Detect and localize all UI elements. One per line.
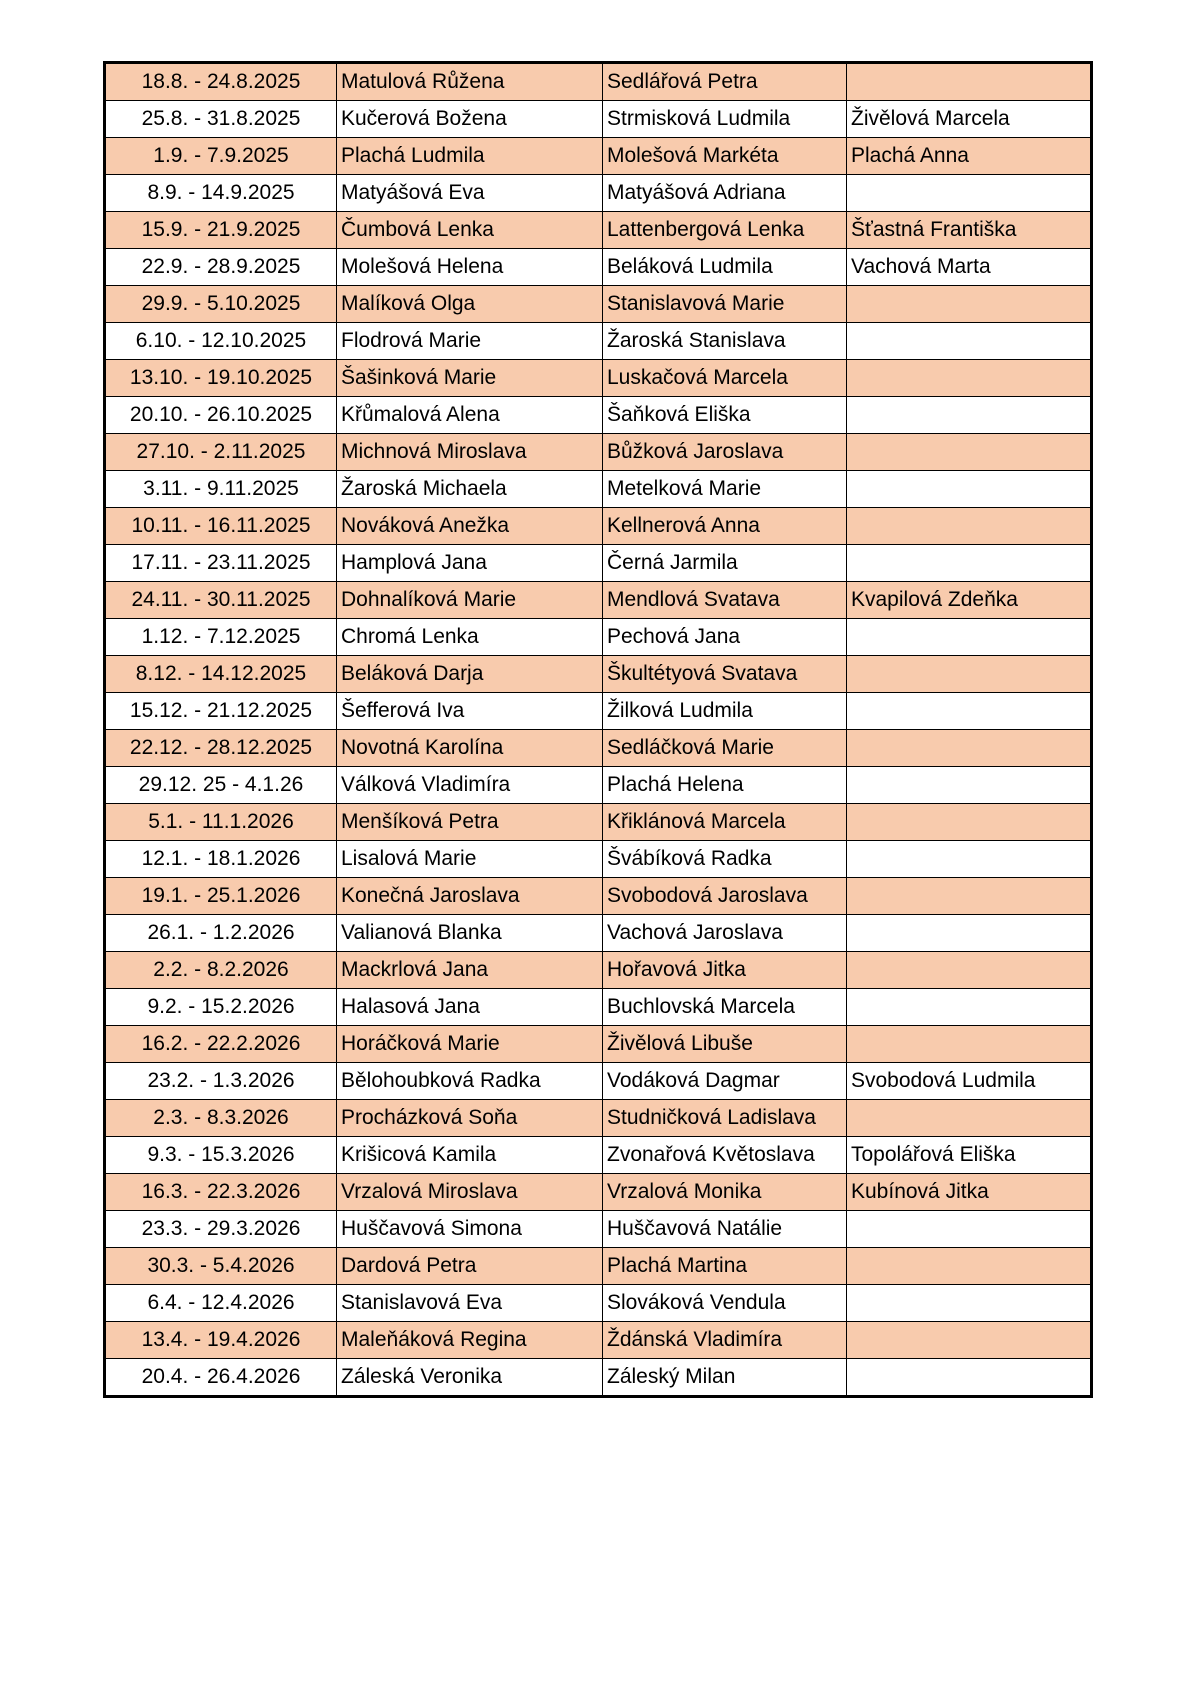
name-cell-2: Žilková Ludmila bbox=[603, 693, 847, 730]
name-cell-3: Šťastná Františka bbox=[847, 212, 1092, 249]
name-cell-3: Svobodová Ludmila bbox=[847, 1063, 1092, 1100]
name-cell-2: Černá Jarmila bbox=[603, 545, 847, 582]
date-cell: 15.9. - 21.9.2025 bbox=[105, 212, 337, 249]
name-cell-1: Žaroská Michaela bbox=[337, 471, 603, 508]
name-cell-1: Plachá Ludmila bbox=[337, 138, 603, 175]
name-cell-3 bbox=[847, 397, 1092, 434]
name-cell-3 bbox=[847, 286, 1092, 323]
name-cell-2: Stanislavová Marie bbox=[603, 286, 847, 323]
name-cell-1: Bělohoubková Radka bbox=[337, 1063, 603, 1100]
name-cell-3 bbox=[847, 434, 1092, 471]
name-cell-1: Kučerová Božena bbox=[337, 101, 603, 138]
name-cell-2: Beláková Ludmila bbox=[603, 249, 847, 286]
name-cell-2: Buchlovská Marcela bbox=[603, 989, 847, 1026]
name-cell-1: Halasová Jana bbox=[337, 989, 603, 1026]
table-row bbox=[105, 212, 1092, 249]
table-row bbox=[105, 952, 1092, 989]
name-cell-2: Strmisková Ludmila bbox=[603, 101, 847, 138]
name-cell-2: Křiklánová Marcela bbox=[603, 804, 847, 841]
date-cell: 22.12. - 28.12.2025 bbox=[105, 730, 337, 767]
table-row bbox=[105, 1359, 1092, 1397]
name-cell-3 bbox=[847, 878, 1092, 915]
table-row bbox=[105, 767, 1092, 804]
date-cell: 20.10. - 26.10.2025 bbox=[105, 397, 337, 434]
date-cell: 24.11. - 30.11.2025 bbox=[105, 582, 337, 619]
date-cell: 6.4. - 12.4.2026 bbox=[105, 1285, 337, 1322]
table-row bbox=[105, 471, 1092, 508]
name-cell-2: Svobodová Jaroslava bbox=[603, 878, 847, 915]
name-cell-1: Huščavová Simona bbox=[337, 1211, 603, 1248]
name-cell-2: Slováková Vendula bbox=[603, 1285, 847, 1322]
date-cell: 19.1. - 25.1.2026 bbox=[105, 878, 337, 915]
name-cell-2: Ždánská Vladimíra bbox=[603, 1322, 847, 1359]
name-cell-2: Záleský Milan bbox=[603, 1359, 847, 1397]
date-cell: 22.9. - 28.9.2025 bbox=[105, 249, 337, 286]
table-row bbox=[105, 1063, 1092, 1100]
name-cell-2: Pechová Jana bbox=[603, 619, 847, 656]
table-row bbox=[105, 434, 1092, 471]
name-cell-1: Vrzalová Miroslava bbox=[337, 1174, 603, 1211]
name-cell-2: Hořavová Jitka bbox=[603, 952, 847, 989]
name-cell-2: Luskačová Marcela bbox=[603, 360, 847, 397]
name-cell-3 bbox=[847, 1211, 1092, 1248]
name-cell-1: Flodrová Marie bbox=[337, 323, 603, 360]
name-cell-1: Mackrlová Jana bbox=[337, 952, 603, 989]
name-cell-2: Metelková Marie bbox=[603, 471, 847, 508]
name-cell-1: Konečná Jaroslava bbox=[337, 878, 603, 915]
date-cell: 29.9. - 5.10.2025 bbox=[105, 286, 337, 323]
name-cell-2: Živělová Libuše bbox=[603, 1026, 847, 1063]
name-cell-3 bbox=[847, 989, 1092, 1026]
name-cell-2: Matyášová Adriana bbox=[603, 175, 847, 212]
table-row bbox=[105, 1026, 1092, 1063]
name-cell-3 bbox=[847, 323, 1092, 360]
name-cell-3 bbox=[847, 1322, 1092, 1359]
name-cell-3 bbox=[847, 656, 1092, 693]
table-row bbox=[105, 582, 1092, 619]
name-cell-2: Sedláčková Marie bbox=[603, 730, 847, 767]
date-cell: 23.3. - 29.3.2026 bbox=[105, 1211, 337, 1248]
name-cell-3 bbox=[847, 1100, 1092, 1137]
date-cell: 15.12. - 21.12.2025 bbox=[105, 693, 337, 730]
name-cell-2: Lattenbergová Lenka bbox=[603, 212, 847, 249]
name-cell-1: Válková Vladimíra bbox=[337, 767, 603, 804]
name-cell-1: Menšíková Petra bbox=[337, 804, 603, 841]
name-cell-3: Plachá Anna bbox=[847, 138, 1092, 175]
date-cell: 17.11. - 23.11.2025 bbox=[105, 545, 337, 582]
table-row bbox=[105, 730, 1092, 767]
table-row bbox=[105, 249, 1092, 286]
name-cell-1: Novotná Karolína bbox=[337, 730, 603, 767]
date-cell: 8.12. - 14.12.2025 bbox=[105, 656, 337, 693]
name-cell-1: Procházková Soňa bbox=[337, 1100, 603, 1137]
table-row bbox=[105, 1248, 1092, 1285]
name-cell-1: Šefferová Iva bbox=[337, 693, 603, 730]
name-cell-1: Křůmalová Alena bbox=[337, 397, 603, 434]
date-cell: 16.2. - 22.2.2026 bbox=[105, 1026, 337, 1063]
name-cell-2: Plachá Martina bbox=[603, 1248, 847, 1285]
date-cell: 6.10. - 12.10.2025 bbox=[105, 323, 337, 360]
name-cell-2: Zvonařová Květoslava bbox=[603, 1137, 847, 1174]
name-cell-1: Horáčková Marie bbox=[337, 1026, 603, 1063]
name-cell-3 bbox=[847, 1285, 1092, 1322]
name-cell-3 bbox=[847, 804, 1092, 841]
name-cell-1: Lisalová Marie bbox=[337, 841, 603, 878]
name-cell-1: Čumbová Lenka bbox=[337, 212, 603, 249]
table-row bbox=[105, 619, 1092, 656]
date-cell: 13.4. - 19.4.2026 bbox=[105, 1322, 337, 1359]
table-row bbox=[105, 1322, 1092, 1359]
table-row bbox=[105, 1100, 1092, 1137]
name-cell-1: Šašinková Marie bbox=[337, 360, 603, 397]
name-cell-3: Živělová Marcela bbox=[847, 101, 1092, 138]
date-cell: 16.3. - 22.3.2026 bbox=[105, 1174, 337, 1211]
table-row bbox=[105, 360, 1092, 397]
name-cell-1: Krišicová Kamila bbox=[337, 1137, 603, 1174]
name-cell-2: Kellnerová Anna bbox=[603, 508, 847, 545]
name-cell-3: Topolářová Eliška bbox=[847, 1137, 1092, 1174]
date-cell: 1.12. - 7.12.2025 bbox=[105, 619, 337, 656]
table-row bbox=[105, 323, 1092, 360]
name-cell-3 bbox=[847, 841, 1092, 878]
name-cell-3: Kvapilová Zdeňka bbox=[847, 582, 1092, 619]
date-cell: 12.1. - 18.1.2026 bbox=[105, 841, 337, 878]
name-cell-1: Hamplová Jana bbox=[337, 545, 603, 582]
name-cell-2: Žaroská Stanislava bbox=[603, 323, 847, 360]
name-cell-3 bbox=[847, 471, 1092, 508]
name-cell-1: Matulová Růžena bbox=[337, 63, 603, 101]
name-cell-2: Mendlová Svatava bbox=[603, 582, 847, 619]
date-cell: 23.2. - 1.3.2026 bbox=[105, 1063, 337, 1100]
name-cell-2: Šaňková Eliška bbox=[603, 397, 847, 434]
name-cell-3 bbox=[847, 952, 1092, 989]
name-cell-3 bbox=[847, 767, 1092, 804]
name-cell-3 bbox=[847, 175, 1092, 212]
name-cell-1: Malíková Olga bbox=[337, 286, 603, 323]
table-row bbox=[105, 878, 1092, 915]
name-cell-1: Maleňáková Regina bbox=[337, 1322, 603, 1359]
name-cell-3 bbox=[847, 1026, 1092, 1063]
name-cell-3 bbox=[847, 63, 1092, 101]
date-cell: 2.2. - 8.2.2026 bbox=[105, 952, 337, 989]
name-cell-1: Beláková Darja bbox=[337, 656, 603, 693]
table-row bbox=[105, 397, 1092, 434]
name-cell-3 bbox=[847, 360, 1092, 397]
date-cell: 20.4. - 26.4.2026 bbox=[105, 1359, 337, 1397]
date-cell: 30.3. - 5.4.2026 bbox=[105, 1248, 337, 1285]
name-cell-2: Vrzalová Monika bbox=[603, 1174, 847, 1211]
date-cell: 10.11. - 16.11.2025 bbox=[105, 508, 337, 545]
table-row bbox=[105, 1285, 1092, 1322]
name-cell-1: Nováková Anežka bbox=[337, 508, 603, 545]
name-cell-2: Studničková Ladislava bbox=[603, 1100, 847, 1137]
name-cell-1: Chromá Lenka bbox=[337, 619, 603, 656]
date-cell: 27.10. - 2.11.2025 bbox=[105, 434, 337, 471]
date-cell: 29.12. 25 - 4.1.26 bbox=[105, 767, 337, 804]
table-row bbox=[105, 1211, 1092, 1248]
date-cell: 26.1. - 1.2.2026 bbox=[105, 915, 337, 952]
date-cell: 25.8. - 31.8.2025 bbox=[105, 101, 337, 138]
table-row bbox=[105, 915, 1092, 952]
name-cell-1: Valianová Blanka bbox=[337, 915, 603, 952]
table-row bbox=[105, 286, 1092, 323]
date-cell: 9.2. - 15.2.2026 bbox=[105, 989, 337, 1026]
name-cell-2: Molešová Markéta bbox=[603, 138, 847, 175]
name-cell-3 bbox=[847, 730, 1092, 767]
date-cell: 1.9. - 7.9.2025 bbox=[105, 138, 337, 175]
name-cell-3 bbox=[847, 1359, 1092, 1397]
table-row bbox=[105, 1137, 1092, 1174]
name-cell-1: Michnová Miroslava bbox=[337, 434, 603, 471]
table-row bbox=[105, 63, 1092, 101]
name-cell-2: Huščavová Natálie bbox=[603, 1211, 847, 1248]
name-cell-3 bbox=[847, 915, 1092, 952]
name-cell-3 bbox=[847, 545, 1092, 582]
name-cell-3 bbox=[847, 508, 1092, 545]
name-cell-2: Škultétyová Svatava bbox=[603, 656, 847, 693]
date-cell: 3.11. - 9.11.2025 bbox=[105, 471, 337, 508]
name-cell-2: Plachá Helena bbox=[603, 767, 847, 804]
date-cell: 8.9. - 14.9.2025 bbox=[105, 175, 337, 212]
date-cell: 13.10. - 19.10.2025 bbox=[105, 360, 337, 397]
table-row bbox=[105, 175, 1092, 212]
name-cell-3 bbox=[847, 693, 1092, 730]
name-cell-3 bbox=[847, 1248, 1092, 1285]
name-cell-2: Vodáková Dagmar bbox=[603, 1063, 847, 1100]
name-cell-3 bbox=[847, 619, 1092, 656]
table-row bbox=[105, 656, 1092, 693]
table-row bbox=[105, 841, 1092, 878]
schedule-body bbox=[105, 63, 1092, 1397]
name-cell-2: Sedlářová Petra bbox=[603, 63, 847, 101]
date-cell: 18.8. - 24.8.2025 bbox=[105, 63, 337, 101]
name-cell-3: Kubínová Jitka bbox=[847, 1174, 1092, 1211]
table-row bbox=[105, 101, 1092, 138]
name-cell-1: Záleská Veronika bbox=[337, 1359, 603, 1397]
table-row bbox=[105, 1174, 1092, 1211]
name-cell-1: Matyášová Eva bbox=[337, 175, 603, 212]
table-row bbox=[105, 804, 1092, 841]
name-cell-2: Bůžková Jaroslava bbox=[603, 434, 847, 471]
table-row bbox=[105, 989, 1092, 1026]
date-cell: 5.1. - 11.1.2026 bbox=[105, 804, 337, 841]
schedule-table bbox=[103, 61, 1093, 1398]
name-cell-1: Dardová Petra bbox=[337, 1248, 603, 1285]
name-cell-3: Vachová Marta bbox=[847, 249, 1092, 286]
table-row bbox=[105, 545, 1092, 582]
name-cell-2: Vachová Jaroslava bbox=[603, 915, 847, 952]
table-row bbox=[105, 693, 1092, 730]
name-cell-2: Švábíková Radka bbox=[603, 841, 847, 878]
name-cell-1: Molešová Helena bbox=[337, 249, 603, 286]
table-row bbox=[105, 508, 1092, 545]
name-cell-1: Dohnalíková Marie bbox=[337, 582, 603, 619]
date-cell: 9.3. - 15.3.2026 bbox=[105, 1137, 337, 1174]
table-row bbox=[105, 138, 1092, 175]
name-cell-1: Stanislavová Eva bbox=[337, 1285, 603, 1322]
date-cell: 2.3. - 8.3.2026 bbox=[105, 1100, 337, 1137]
